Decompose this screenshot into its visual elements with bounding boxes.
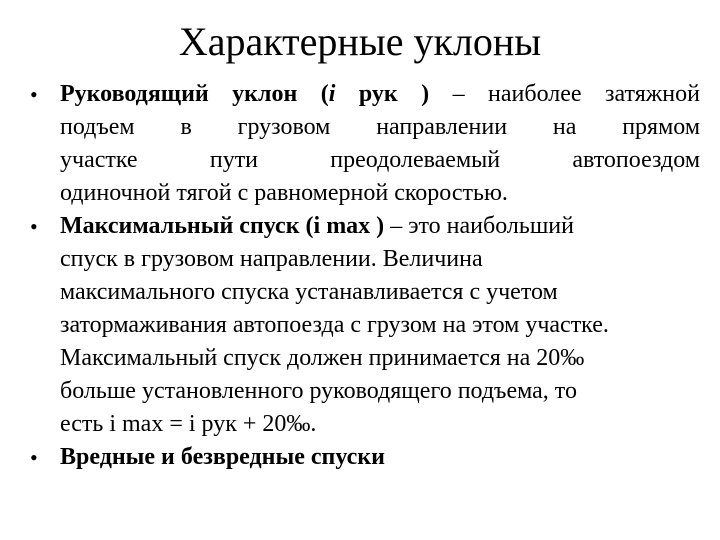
bullet1-line1-rest: – наиболее затяжной bbox=[429, 81, 700, 107]
bullet2-line7: есть i max = i рук + 20‰. bbox=[60, 411, 317, 437]
bullet-marker: • bbox=[30, 214, 38, 239]
bullet2-line6: больше установленного руководящего подъема, то bbox=[60, 378, 577, 404]
bullet1-term-rest: рук ) bbox=[335, 81, 430, 107]
bullet2-line4: затормаживания автопоезда с грузом на этом участке. bbox=[60, 312, 609, 338]
slide-title: Характерные уклоны bbox=[178, 19, 542, 64]
bullet2-line3: максимального спуска устанавливается с учетом bbox=[60, 279, 558, 305]
bullet-marker: • bbox=[30, 445, 38, 470]
bullet1-line4: одиночной тягой с равномерной скоростью. bbox=[60, 180, 508, 206]
bullet3-term: Вредные и безвредные спуски bbox=[60, 444, 385, 470]
bullet2-line5: Максимальный спуск должен принимается на 20‰ bbox=[60, 345, 585, 371]
bullet2-line1-rest: – это наибольший bbox=[384, 213, 574, 239]
bullet1-line2: подъем в грузовом направлении на прямом bbox=[60, 114, 700, 140]
bullet-harmful-descents bbox=[28, 441, 700, 474]
bullet-ruling-grade bbox=[28, 78, 700, 210]
bullet2-line1 bbox=[60, 210, 700, 243]
bullet-max-descent bbox=[28, 210, 700, 441]
bullet2-term: Максимальный спуск (i max ) bbox=[60, 213, 385, 239]
bullet1-term: Руководящий уклон ( bbox=[60, 81, 329, 107]
bullet-list bbox=[28, 78, 700, 474]
bullet-marker: • bbox=[30, 82, 38, 107]
bullet1-line1 bbox=[60, 78, 700, 111]
bullet1-line3: участке пути преодолеваемый автопоездом bbox=[60, 147, 700, 173]
bullet2-line2: спуск в грузовом направлении. Величина bbox=[60, 246, 483, 272]
bullet1-term-italic: i bbox=[328, 81, 336, 107]
